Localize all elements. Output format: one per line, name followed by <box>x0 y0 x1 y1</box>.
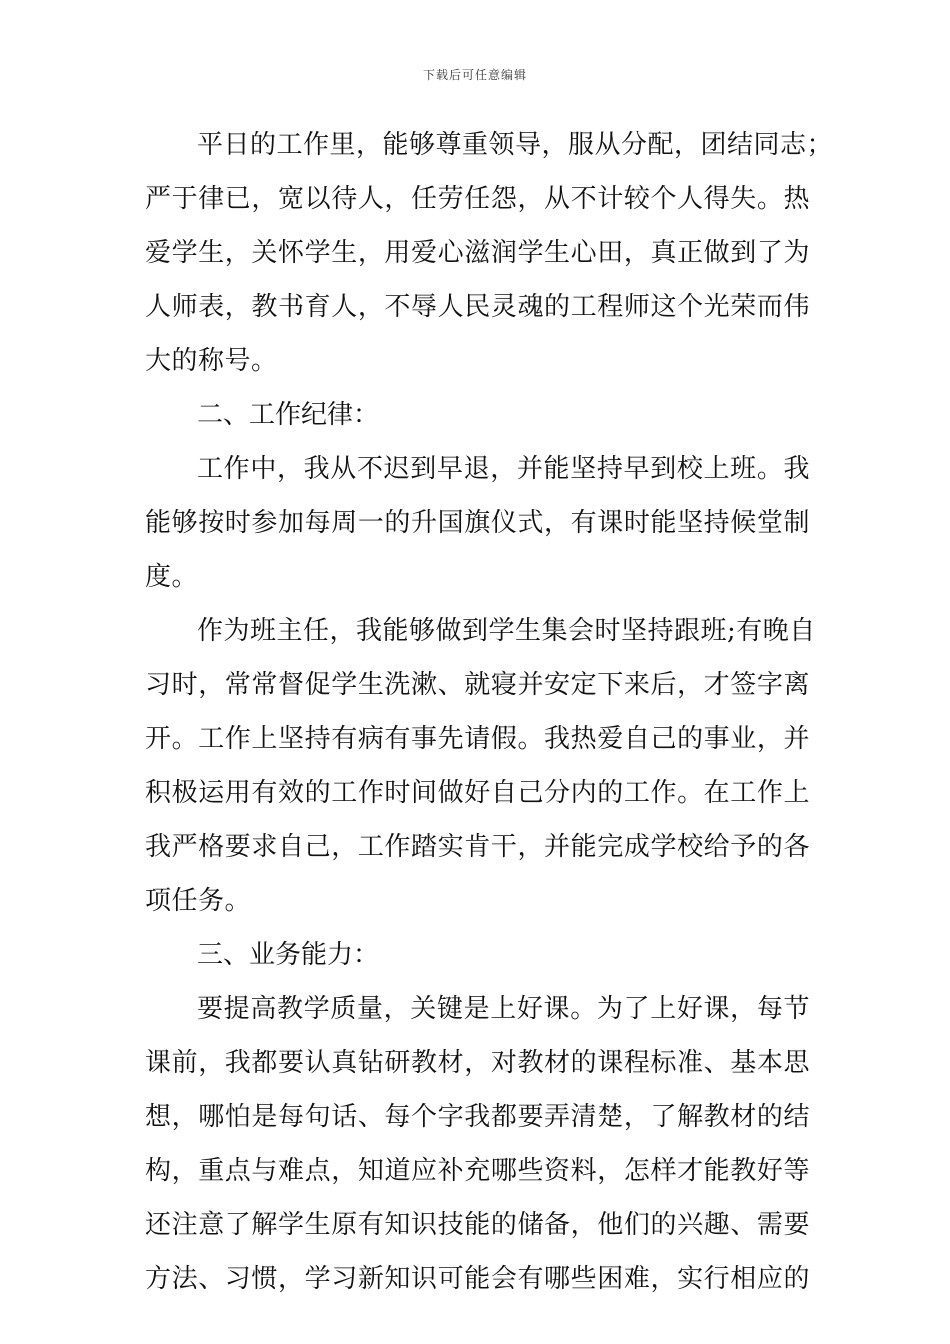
text-line: 人师表，教书育人，不辱人民灵魂的工程师这个光荣而伟 <box>145 292 810 322</box>
text-line: 积极运用有效的工作时间做好自己分内的工作。在工作上 <box>145 778 810 808</box>
text-line: 习时，常常督促学生洗漱、就寝并安定下来后，才签字离 <box>145 670 810 700</box>
text-line: 严于律已，宽以待人，任劳任怨，从不计较个人得失。热 <box>145 184 810 214</box>
paragraph-conduct <box>145 118 834 388</box>
document-body <box>145 118 834 1306</box>
text-line: 课前，我都要认真钻研教材，对教材的课程标准、基本思 <box>145 1048 810 1078</box>
section-heading-professional-ability: 三、业务能力： <box>197 940 380 970</box>
text-line: 大的称号。 <box>145 346 278 376</box>
text-line: 要提高教学质量，关键是上好课。为了上好课，每节 <box>197 994 810 1024</box>
text-line: 能够按时参加每周一的升国旗仪式，有课时能坚持候堂制 <box>145 508 810 538</box>
section-heading-work-discipline: 二、工作纪律： <box>197 400 380 430</box>
paragraph-teaching-quality <box>145 982 810 1306</box>
text-line: 爱学生，关怀学生，用爱心滋润学生心田，真正做到了为 <box>145 238 810 268</box>
text-line: 开。工作上坚持有病有事先请假。我热爱自己的事业，并 <box>145 724 810 754</box>
page-header-note: 下载后可任意编辑 <box>422 68 527 82</box>
text-line: 作为班主任，我能够做到学生集会时坚持跟班;有晚自 <box>197 616 816 646</box>
text-line: 我严格要求自己，工作踏实肯干，并能完成学校给予的各 <box>145 832 810 862</box>
text-line: 平日的工作里，能够尊重领导，服从分配，团结同志； <box>197 130 834 160</box>
text-line: 还注意了解学生原有知识技能的储备，他们的兴趣、需要 <box>145 1210 810 1240</box>
text-line: 度。 <box>145 562 199 592</box>
paragraph-attendance <box>145 442 810 604</box>
text-line: 构，重点与难点，知道应补充哪些资料，怎样才能教好等 <box>145 1156 810 1186</box>
paragraph-class-teacher <box>145 604 816 928</box>
text-line: 项任务。 <box>145 886 252 916</box>
text-line: 工作中，我从不迟到早退，并能坚持早到校上班。我 <box>197 454 810 484</box>
text-line: 想，哪怕是每句话、每个字我都要弄清楚，了解教材的结 <box>145 1102 810 1132</box>
text-line: 方法、习惯，学习新知识可能会有哪些困难，实行相应的 <box>145 1264 810 1294</box>
